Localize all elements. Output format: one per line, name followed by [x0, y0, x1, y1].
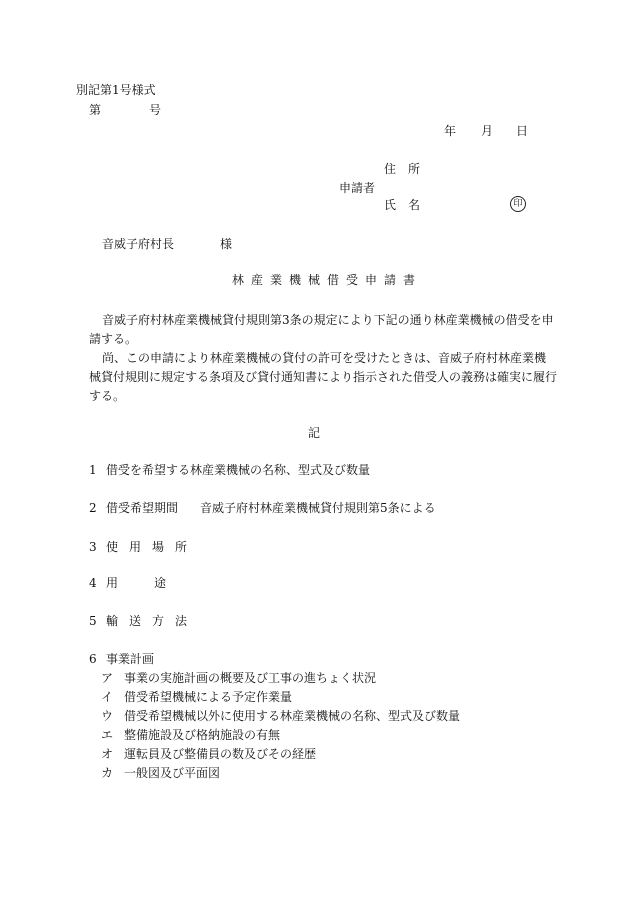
- item-4-label: 用途: [106, 576, 203, 590]
- item-5-number: 5: [89, 614, 97, 628]
- number-prefix: 第: [89, 103, 102, 117]
- item-1-label: 借受を希望する林産業機械の名称、型式及び数量: [106, 463, 371, 477]
- item-5-label: 輸送方法: [106, 614, 199, 628]
- item-4-number: 4: [89, 576, 97, 590]
- applicant-label: 申請者: [339, 181, 376, 195]
- sub-item-mark: イ: [101, 690, 114, 704]
- sub-item-mark: ウ: [101, 709, 114, 723]
- number-suffix: 号: [149, 103, 162, 117]
- date-day: 日: [516, 124, 529, 138]
- address-label: 住 所: [384, 162, 421, 176]
- sub-item-text: 借受希望機械による予定作業量: [124, 690, 293, 704]
- sub-item-text: 事業の実施計画の概要及び工事の進ちょく状況: [124, 671, 377, 685]
- sub-item-text: 借受希望機械以外に使用する林産業機械の名称、型式及び数量: [124, 709, 461, 723]
- sub-item-mark: カ: [101, 766, 114, 780]
- item-2-label: 借受希望期間: [106, 501, 179, 515]
- form-label: 別記第1号様式: [76, 83, 156, 97]
- sub-item-text: 一般図及び平面図: [124, 766, 221, 780]
- date-year: 年: [444, 124, 457, 138]
- item-2-number: 2: [89, 501, 97, 515]
- ki-heading: 記: [308, 426, 321, 440]
- date-month: 月: [481, 124, 494, 138]
- item-3-number: 3: [89, 540, 97, 554]
- addressee-title: 音威子府村長: [102, 237, 175, 251]
- addressee-honorific: 様: [220, 237, 233, 251]
- seal-mark: 印: [510, 196, 526, 212]
- item-6-label: 事業計画: [106, 652, 155, 666]
- item-3-label: 使用場所: [106, 540, 199, 554]
- sub-item-text: 運転員及び整備員の数及びその経歴: [124, 747, 317, 761]
- document-title: 林産業機械借受申請書: [232, 273, 423, 287]
- sub-item-mark: エ: [101, 728, 114, 742]
- body-paragraph-2: 尚、この申請により林産業機械の貸付の許可を受けたときは、音威子府村林産業機械貸付規則に規定する条項及び貸付通知書により指示された借受人の義務は確実に履行する。: [89, 351, 558, 403]
- body-paragraph-1: 音威子府村林産業機械貸付規則第3条の規定により下記の通り林産業機械の借受を申請する。: [89, 313, 554, 346]
- sub-item-mark: オ: [101, 747, 114, 761]
- sub-item-mark: ア: [101, 671, 114, 685]
- name-label: 氏 名: [384, 198, 421, 212]
- sub-item-text: 整備施設及び格納施設の有無: [124, 728, 281, 742]
- item-2-detail: 音威子府村林産業機械貸付規則第5条による: [200, 501, 436, 515]
- item-1-number: 1: [89, 463, 97, 477]
- item-6-number: 6: [89, 652, 97, 666]
